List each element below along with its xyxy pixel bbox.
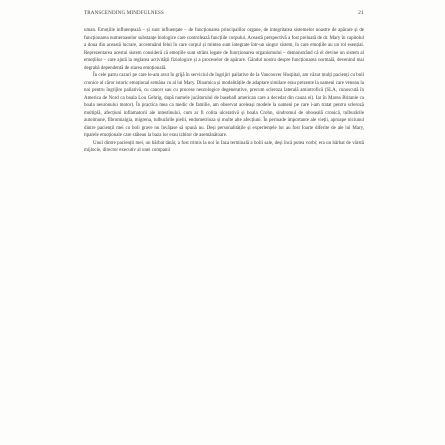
running-head [84, 8, 364, 18]
paragraph-continuation: uman. Emoțiile influențează – și sunt influențate – de funcționarea principalilor organe, de integritatea sistemelor noastre de apărare și de funcționarea numeroaselor substanțe biologice care controlează funcțiile corpului. Această perspectivă a fost preluată de dr. Mary în capitolul a doua din această lucrare, accentuând felul în care corpul și mintea sunt integrate într-un singur sistem, în care emoțiile au un rol esențial. Reprezentarea acestui sistem consideră că emoțiile sunt strâns legate de funcționarea organismului – demonstrând că el devine un sistem al emoțiilor – care ajută la reglarea activității fiziologice și a proceselor de apărare. Gândul nostru despre funcționarea normală, devenind mai degrabă dependentă de starea emoțională. [84, 28, 364, 71]
paragraph-patient-case: Unul dintre pacienții mei, un bărbat tânăr, a fost trimis la noi în faza terminală a bolii sale, deși încă putea vorbi; era un bărbat de vârstă mijlocie, director executiv al unei companii [84, 140, 364, 153]
page-number: 21 [358, 10, 364, 16]
running-title: TRANSCENDING MINDFULNESS [84, 10, 164, 16]
body-text [84, 27, 364, 437]
paragraph-palliative-care: În cele patru cazuri pe care le-am avut în grijă în serviciul de îngrijiri paliative de la Vancouver Hospital, am văzut mulți pacienți cu boli cronice al căror istoric emoțional semăna cu al lui Mary. Dinamica și modalitățile de adaptare similare erau prezente la oameni care veneau la noi pentru îngrijire paliativă, cu cancer sau cu procese neurologice degenerative, precum scleroza laterală amiotrofică (SLA, cunoscută în America de Nord ca boala Lou Gehrig, după numele jucătorului de baseball american care a decedat din cauza ei). Iar în Marea Britanie ca boala neuronului motor). În practica mea ca medic de familie, am observat aceleași modele la oameni pe care i-am tratat pentru scleroză multiplă, afecțiuni inflamatorii ale intestinului, cum ar fi colita ulcerativă și boala Crohn, sindromul de oboseală cronică, tulburările autoimune, fibromialgia, migrena, tulburările pielii, endometrioza și multe alte afecțiuni. În perioade importante ale vieții, aproape niciunul dintre pacienții mei cu boli grave nu învățase să spună nu. Deși personalitățile și experiențele lor au fost foarte diferite de ale lui Mary, tiparele emoționale care stăteau la baza lor erau izbitor de asemănătoare. [84, 73, 364, 138]
